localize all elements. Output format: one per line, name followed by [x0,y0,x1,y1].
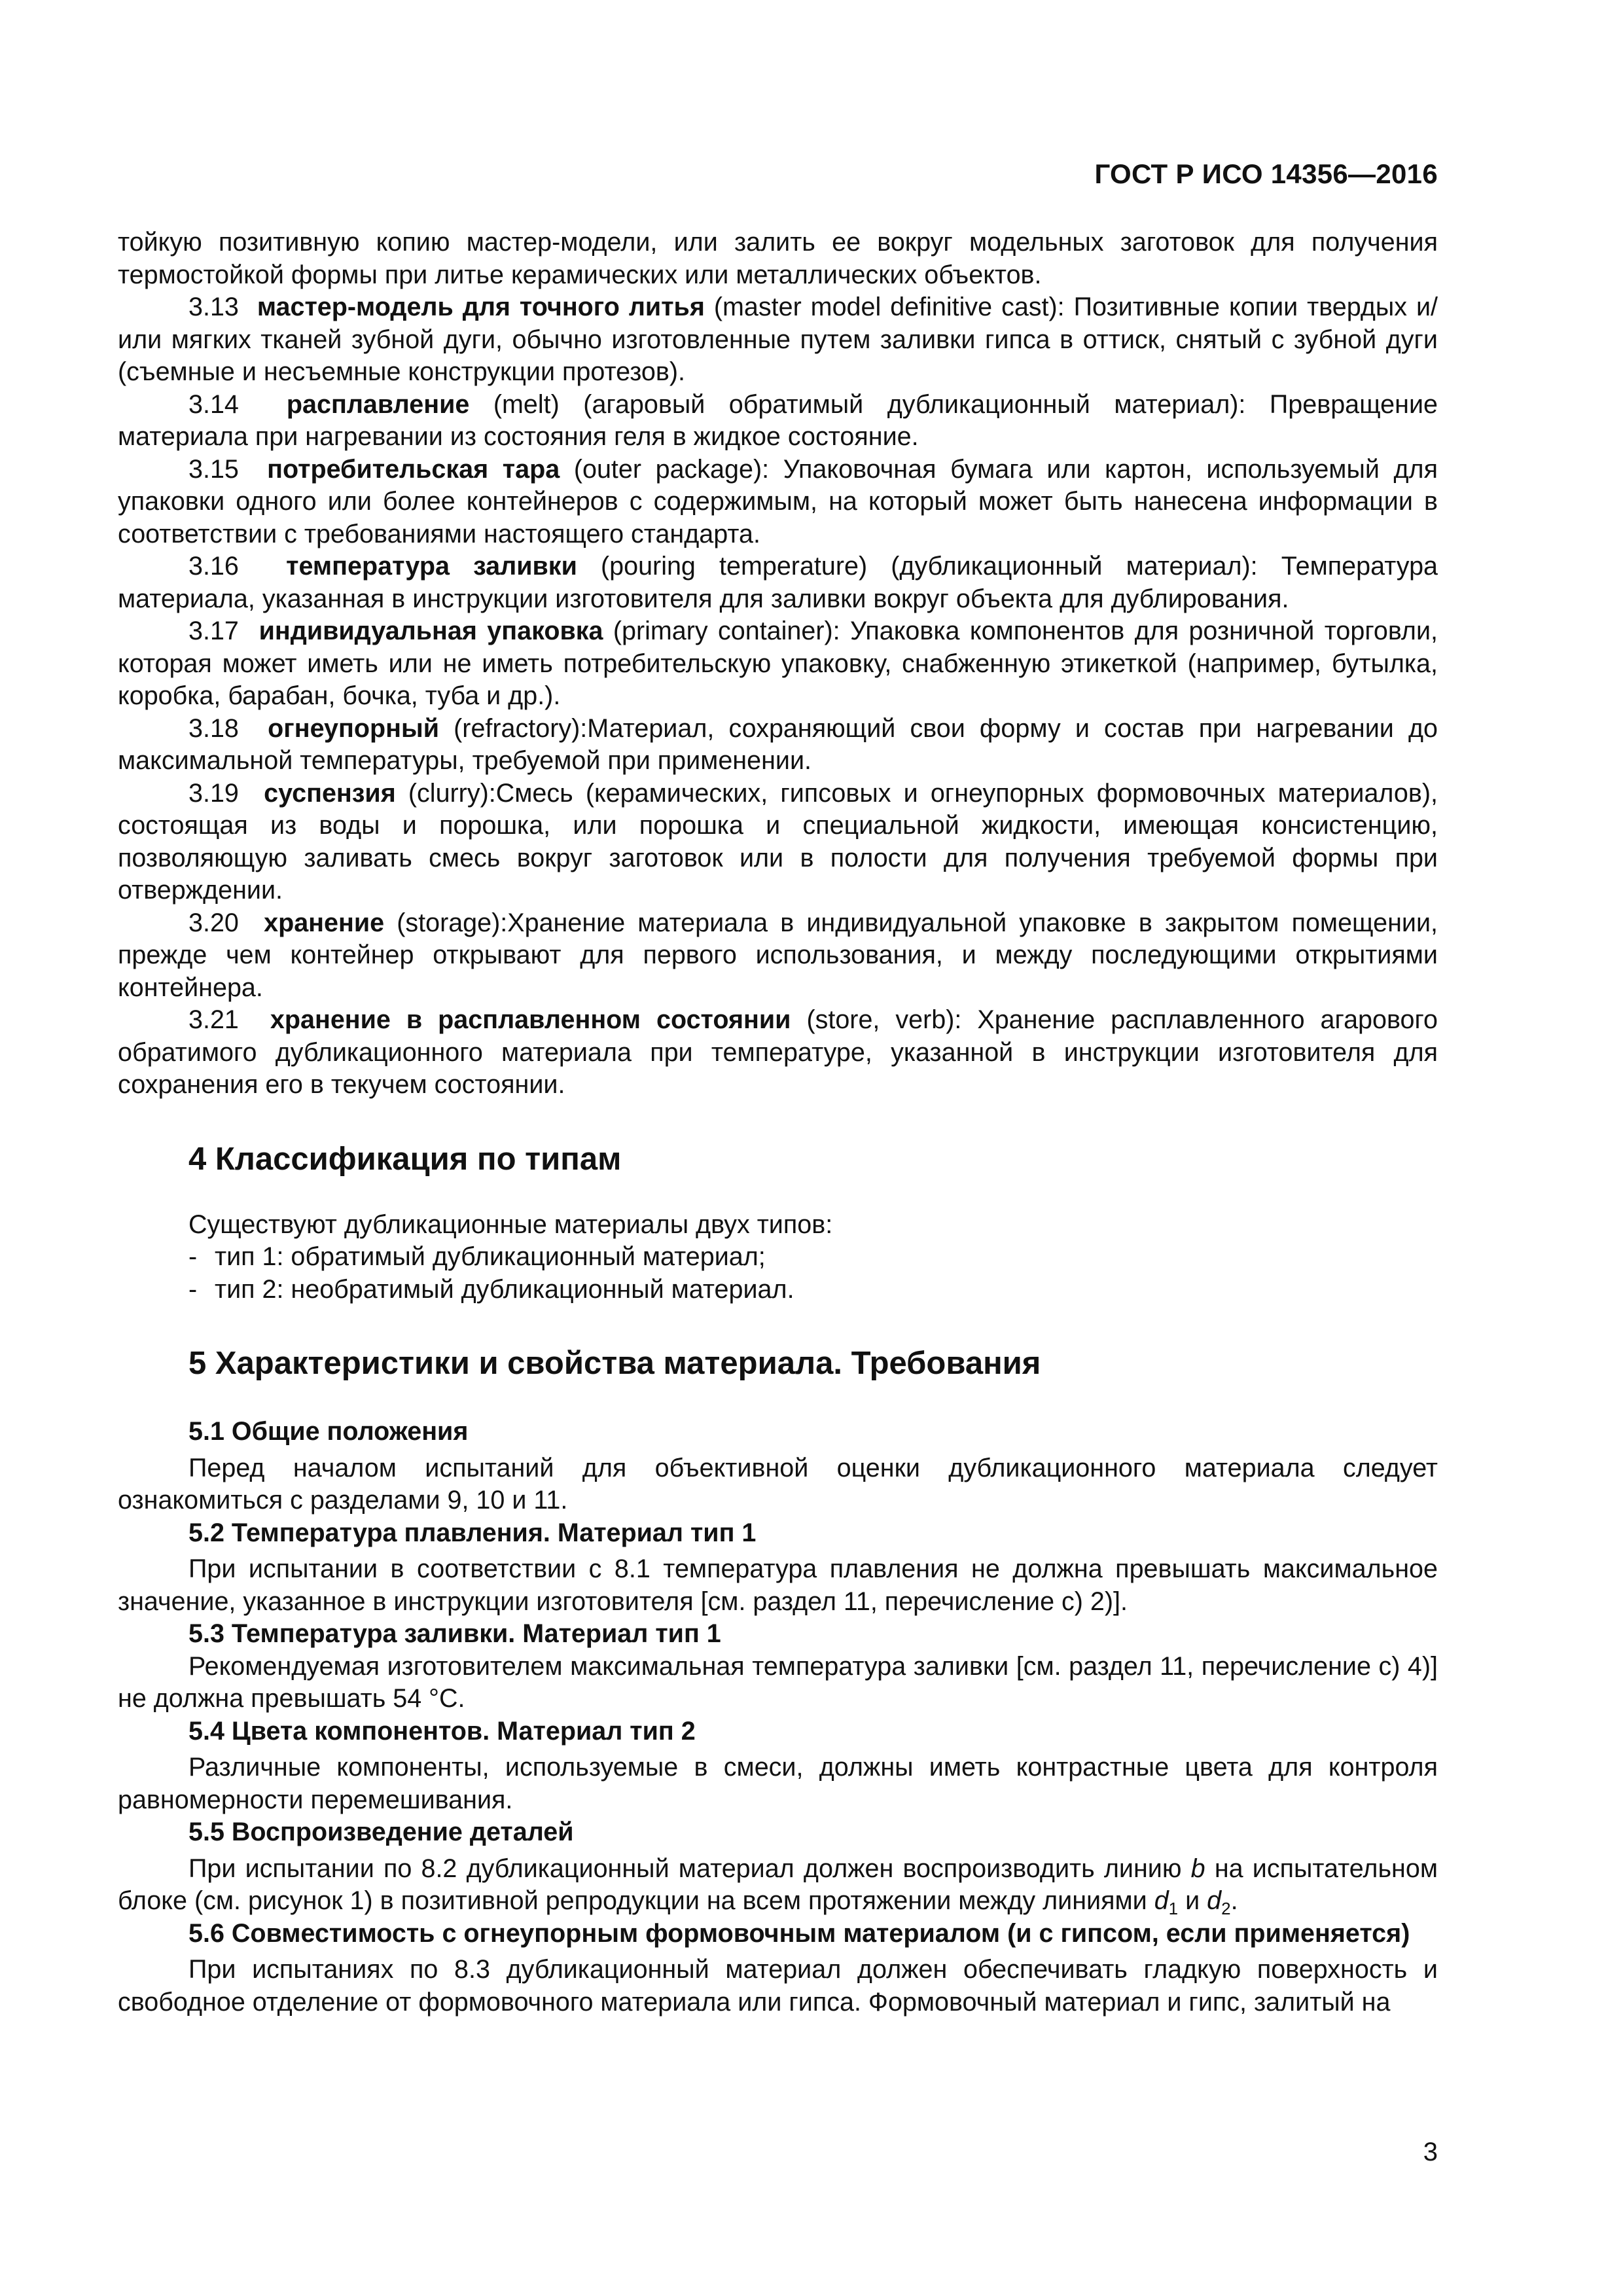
subsection-5-5-text: При испытании по 8.2 дубликационный материал должен воспроизводить линию b на испытательном блоке (см. рисунок 1) в позитивной репродукции на всем протяжении между линиями $d_1$ и $d_2$. [118,1854,1438,1918]
standard-number-header: ГОСТ Р ИСО 14356—2016 [1094,158,1438,189]
term-definition [118,291,1438,389]
term-number: 3.13 [188,293,239,321]
term-text: (master model definitive cast): Позитивные копии твердых и/или мягких тканей зубной дуги, обычно изготовленные путем заливки гипса в оттиск, снятый с зубной дуги (съемные и несъемные конструкции протезов). [118,293,1438,386]
list-item-text: тип 2: необратимый дубликационный материал. [215,1274,794,1304]
subsection-5-2-text: При испытании в соответствии с 8.1 температура плавления не должна превышать максимальное значение, указанное в инструкции изготовителя [см. раздел 11, перечисление с) 2)]. [118,1554,1438,1616]
term-name: потребительская тара [267,454,560,484]
list-item [118,1241,1438,1274]
term-text: (storage):Хранение материала в индивидуальной упаковке в закрытом помещении, прежде чем контейнер открывают для первого использования, и между последующими открытиями контейнера. [118,908,1438,1002]
term-text: (refractory):Материал, сохраняющий свои форму и состав при нагревании до максимальной температуры, требуемой при применении. [118,713,1438,775]
term-definition [118,389,1438,454]
term-text: (clurry):Смесь (керамических, гипсовых и огнеупорных формовочных материалов), состоящая из воды и порошка, или порошка и специальной жидкости, имеющая консистенцию, позволяющую заливать смесь вокруг заготовок или в полости для получения требуемой формы при отверждении. [118,778,1438,905]
term-name: мастер-модель для точного литья [257,293,705,321]
term-definition [118,550,1438,615]
term-definition [118,615,1438,713]
subsection-5-6-text: При испытаниях по 8.3 дубликационный материал должен обеспечивать гладкую поверхность и свободное отделение от формовочного материала или гипса. Формовочный материал и гипс, залитый на [118,1955,1438,2017]
term-name: температура заливки [286,552,577,581]
section-4-heading: 4 Классификация по типам [188,1141,622,1177]
subsection-5-5-heading: 5.5 Воспроизведение деталей [188,1818,574,1846]
term-text: (melt) (агаровый обратимый дубликационный материал): Превращение материала при нагревании из состояния геля в жидкое состояние. [118,389,1438,451]
term-number: 3.21 [188,1005,239,1034]
subsection-5-1-text: Перед началом испытаний для объективной оценки дубликационного материала следует ознакомиться с разделами 9, 10 и 11. [118,1453,1438,1515]
subsection-5-4-heading: 5.4 Цвета компонентов. Материал тип 2 [188,1716,696,1746]
term-name: суспензия [264,778,396,808]
term-name: хранение [264,908,385,937]
term-name: расплавление [286,389,470,419]
subsection-5-3-text: Рекомендуемая изготовителем максимальная температура заливки [см. раздел 11, перечисление с) 4)] не должна превышать 54 °С. [118,1651,1438,1713]
term-definition [118,1004,1438,1102]
page-number: 3 [1423,2138,1438,2166]
list-item [118,1274,1438,1306]
term-number: 3.17 [188,617,239,645]
term-number: 3.16 [188,552,239,581]
section-4-intro: Существуют дубликационные материалы двух типов: [188,1210,833,1239]
continuation-paragraph: тойкую позитивную копию мастер-модели, или залить ее вокруг модельных заготовок для получения термостойкой формы при литье керамических или металлических объектов. [118,228,1438,289]
subsection-5-3-heading: 5.3 Температура заливки. Материал тип 1 [188,1619,721,1648]
term-number: 3.15 [188,454,239,484]
subsection-5-4-text: Различные компоненты, используемые в смеси, должны иметь контрастные цвета для контроля равномерности перемешивания. [118,1753,1438,1814]
term-number: 3.19 [188,778,239,808]
subsection-5-2-heading: 5.2 Температура плавления. Материал тип 1 [188,1518,757,1547]
term-text: (store, verb): Хранение расплавленного агарового обратимого дубликационного материала при температуре, указанной в инструкции изготовителя для сохранения его в текучем состоянии. [118,1005,1438,1099]
term-number: 3.14 [188,389,239,419]
subsection-5-6-heading: 5.6 Совместимость с огнеупорным формовочным материалом (и с гипсом, если применяется) [188,1918,1410,1948]
term-definition [118,778,1438,907]
term-text: (outer package): Упаковочная бумага или картон, используемый для упаковки одного или более контейнеров с содержимым, на который может быть нанесена информации в соответствии с требованиями настоящего стандарта. [118,454,1438,548]
term-definition [118,454,1438,551]
term-name: индивидуальная упаковка [259,617,603,645]
term-number: 3.20 [188,908,239,937]
page-content [118,226,1438,2018]
subsection-5-1-heading: 5.1 Общие положения [188,1417,469,1446]
term-number: 3.18 [188,713,239,743]
term-definition [118,907,1438,1005]
term-text: (pouring temperature) (дубликационный материал): Температура материала, указанная в инструкции изготовителя для заливки вокруг объекта для дублирования. [118,552,1438,613]
dash-marker: - [188,1242,198,1271]
dash-marker: - [188,1274,198,1304]
term-name: хранение в расплавленном состоянии [270,1005,791,1034]
term-name: огнеупорный [268,713,440,743]
list-item-text: тип 1: обратимый дубликационный материал; [215,1242,766,1271]
term-definition [118,713,1438,778]
term-text: (primary container): Упаковка компонентов для розничной торговли, которая может иметь или не иметь потребительскую упаковку, снабженную этикеткой (например, бутылка, коробка, барабан, бочка, туба и др.). [118,617,1438,710]
section-5-heading: 5 Характеристики и свойства материала. Требования [188,1346,1041,1381]
terms-list [118,291,1438,1102]
